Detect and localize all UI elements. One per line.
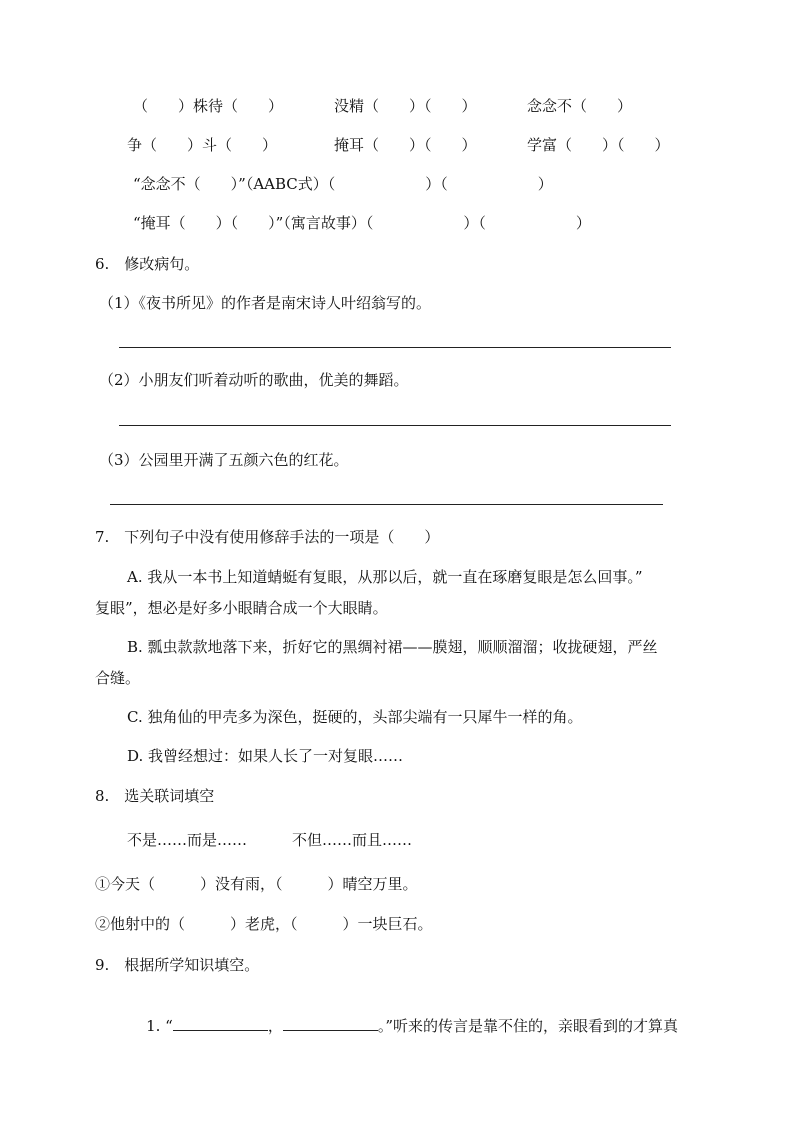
q7-title: 7. 下列句子中没有使用修辞手法的一项是（ ） bbox=[95, 528, 440, 546]
idiom-row3: “念念不（ ）”（AABC式）（ ）（ ） bbox=[133, 175, 553, 193]
q6-item3: （3）公园里开满了五颜六色的红花。 bbox=[99, 451, 349, 469]
q6-answer-line3[interactable] bbox=[110, 504, 663, 505]
idiom-row2-c: 学富（ ）（ ） bbox=[527, 136, 670, 154]
q6-answer-line2[interactable] bbox=[119, 425, 671, 426]
q9-blank1[interactable] bbox=[173, 1014, 268, 1031]
q9-item1 bbox=[127, 994, 678, 1056]
idiom-row2-a: 争（ ）斗（ ） bbox=[127, 136, 278, 154]
idiom-row1-c: 念念不（ ） bbox=[527, 97, 633, 115]
q8-sentence2: ②他射中的（ ）老虎，（ ）一块巨石。 bbox=[95, 915, 433, 933]
q7-option-b-line2: 合缝。 bbox=[95, 669, 141, 687]
q7-option-c: C. 独角仙的甲壳多为深色，挺硬的，头部尖端有一只犀牛一样的角。 bbox=[127, 708, 583, 726]
q7-option-d: D. 我曾经想过：如果人长了一对复眼…… bbox=[127, 747, 404, 765]
q8-sentence1: ①今天（ ）没有雨，（ ）晴空万里。 bbox=[95, 875, 418, 893]
q9-blank2[interactable] bbox=[283, 1014, 378, 1031]
q6-item1: （1）《夜书所见》的作者是南宋诗人叶绍翁写的。 bbox=[99, 294, 432, 312]
q6-answer-line1[interactable] bbox=[119, 347, 671, 348]
q7-option-a-line1: A. 我从一本书上知道蜻蜓有复眼，从那以后，就一直在琢磨复眼是怎么回事。” bbox=[127, 568, 643, 586]
idiom-row4: “掩耳（ ）（ ）”（寓言故事）（ ）（ ） bbox=[133, 214, 591, 232]
q8-title: 8. 选关联词填空 bbox=[95, 787, 215, 805]
q9-item1-prefix: 1. “ bbox=[146, 1017, 173, 1035]
q8-options: 不是……而是…… 不但……而且…… bbox=[127, 831, 413, 849]
idiom-row2-b: 掩耳（ ）（ ） bbox=[334, 136, 477, 154]
q9-item1-suffix: 。”听来的传言是靠不住的，亲眼看到的才算真 bbox=[377, 1017, 679, 1035]
q7-option-a-line2: 复眼”，想必是好多小眼睛合成一个大眼睛。 bbox=[95, 599, 388, 617]
q9-item1-mid: ， bbox=[267, 1017, 283, 1035]
idiom-row1-a: （ ）株待（ ） bbox=[133, 97, 284, 115]
q6-title: 6. 修改病句。 bbox=[95, 255, 200, 273]
q6-item2: （2）小朋友们听着动听的歌曲，优美的舞蹈。 bbox=[99, 371, 409, 389]
q7-option-b-line1: B. 瓢虫款款地落下来，折好它的黑绸衬裙——膜翅，顺顺溜溜；收拢硬翅，严丝 bbox=[127, 638, 658, 656]
q9-title: 9. 根据所学知识填空。 bbox=[95, 956, 260, 974]
idiom-row1-b: 没精（ ）（ ） bbox=[334, 97, 477, 115]
